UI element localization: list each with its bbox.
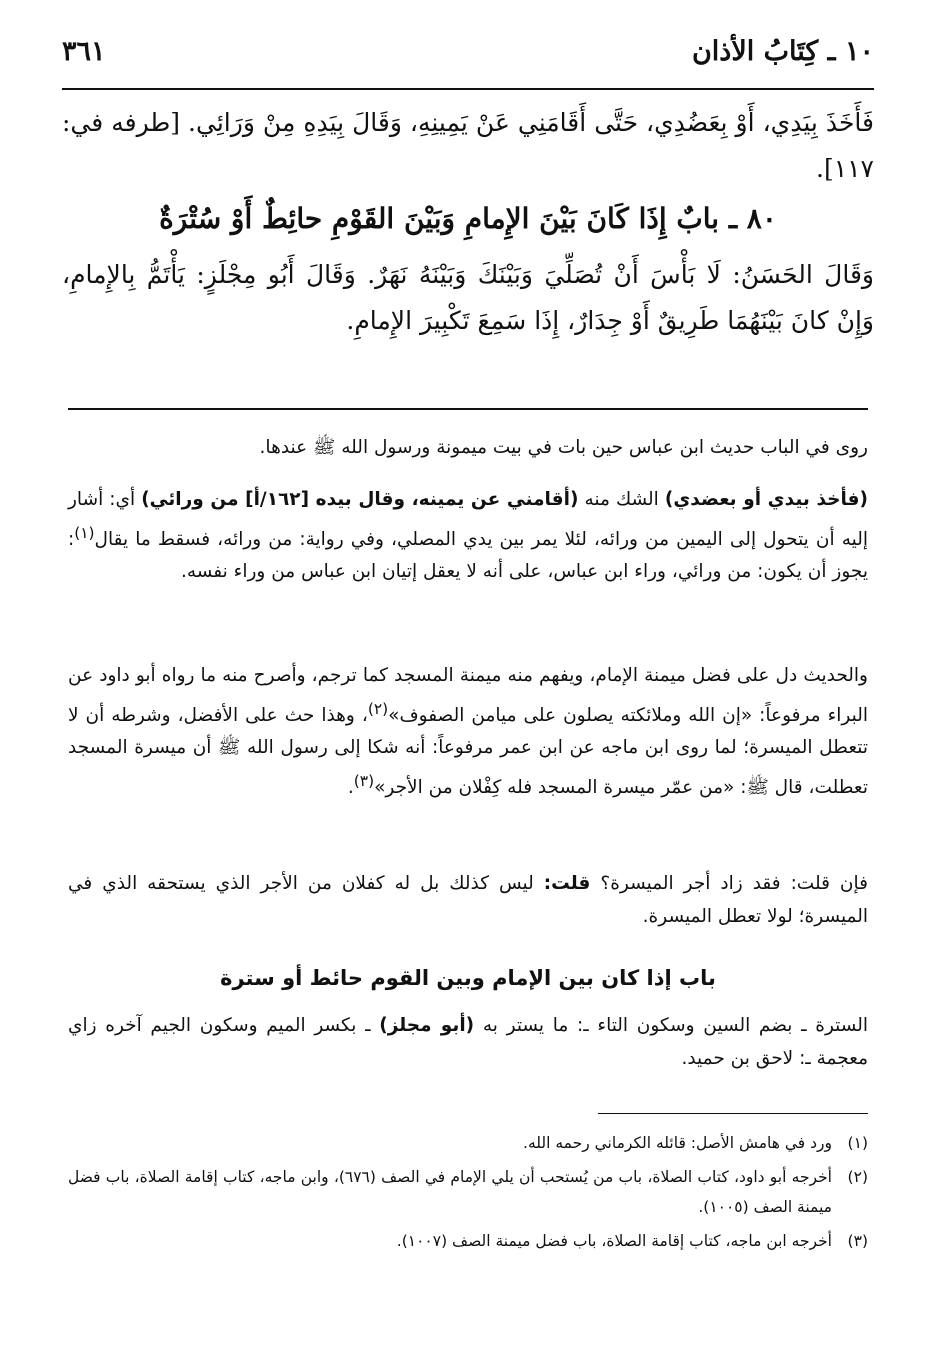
footnote-ref: (١) <box>74 523 95 542</box>
footnote-item <box>68 1162 868 1222</box>
footnote-divider <box>598 1113 868 1114</box>
hadith-text-continued: فَأَخَذَ بِيَدِي، أَوْ بِعَضُدِي، حَتَّى أَقَامَنِي عَنْ يَمِينِهِ، وَقَالَ بِيَدِهِ مِنْ وَرَائِي. [طرفه في: ١١٧]. <box>62 108 874 183</box>
header-divider <box>62 88 874 90</box>
commentary-text: السترة ـ بضم السين وسكون التاء ـ: ما يستر به <box>474 1015 869 1036</box>
footnote-text: ورد في هامش الأصل: قائله الكرماني رحمه الله. <box>523 1134 832 1152</box>
commentary-paragraph-4 <box>68 868 868 933</box>
commentary-text: الشك منه <box>578 489 665 510</box>
footnote-item <box>68 1128 868 1158</box>
commentary-paragraph-2 <box>68 484 868 589</box>
commentary-text: ، وهذا حث على الأفضل، وشرطه أن لا تتعطل الميسرة؛ لما روى ابن ماجه عن ابن عمر مرفوعاً: أنه شكا إلى رسول الله ﷺ أن ميسرة المسجد تعطلت، قال ﷺ: «من عمّر ميسرة المسجد فله كِفْلان من الأجر» <box>68 704 868 798</box>
page-number: ٣٦١ <box>62 36 106 67</box>
running-header <box>62 30 874 82</box>
commentary-text: فإن قلت: فقد زاد أجر الميسرة؟ <box>590 873 868 894</box>
footnote-number: (٢) <box>847 1168 868 1186</box>
book-chapter-title: ١٠ ـ كِتَابُ الأذان <box>691 36 874 67</box>
commentary-text: ليس كذلك بل له كفلان من الأجر الذي يستحقه الذي في الميسرة؛ لولا تعطل الميسرة. <box>68 873 868 927</box>
chapter-hadith-text: وَقَالَ الحَسَنُ: لَا بَأْسَ أَنْ تُصَلِّيَ وَبَيْنَكَ وَبَيْنَهُ نَهَرٌ. وَقَالَ أَبُو مِجْلَزٍ: يَأْتَمُّ بِالإِمامِ، وَإِنْ كانَ بَيْنَهُمَا طَرِيقٌ أَوْ جِدَارٌ، إِذَا سَمِعَ تَكْبِيرَ الإِمامِ. <box>62 260 874 335</box>
footnotes <box>68 1128 868 1260</box>
commentary-text: : يجوز أن يكون: من ورائي، وراء ابن عباس، على أنه لا يعقل إتيان ابن عباس من وراء نفسه. <box>68 528 868 583</box>
qult-marker: قلت: <box>543 873 591 894</box>
commentary-text: أي: أشار إليه أن يتحول إلى اليمين من ورائه، لئلا يمر بين يدي المصلي، وفي رواية: من ورائه، فسقط ما يقال <box>68 489 868 550</box>
quoted-phrase: (أقامني عن يمينه، وقال بيده [١٦٢/أ] من ورائي) <box>141 489 579 510</box>
footnote-item <box>68 1226 868 1256</box>
commentary-divider <box>68 408 868 410</box>
commentary-paragraph-3 <box>68 660 868 804</box>
footnote-number: (٣) <box>847 1232 868 1250</box>
footnote-ref: (٣) <box>353 771 375 790</box>
commentary-text: والحديث دل على فضل ميمنة الإمام، ويفهم منه ميمنة المسجد كما ترجم، وأصرح منه ما رواه أبو داود عن البراء مرفوعاً: «إن الله وملائكته يصلون على ميامن الصفوف» <box>68 665 868 726</box>
footnote-text: أخرجه أبو داود، كتاب الصلاة، باب من يُستحب أن يلي الإمام في الصف (٦٧٦)، وابن ماجه، كتاب إقامة الصلاة، باب فضل ميمنة الصف (١٠٠٥). <box>68 1168 832 1216</box>
chapter-heading: ٨٠ ـ بابٌ إِذَا كَانَ بَيْنَ الإِمامِ وَبَيْنَ القَوْمِ حائِطٌ أَوْ سُتْرَةٌ <box>159 202 777 235</box>
footnote-number: (١) <box>847 1134 868 1152</box>
footnote-text: أخرجه ابن ماجه، كتاب إقامة الصلاة، باب فضل ميمنة الصف (١٠٠٧). <box>396 1232 832 1250</box>
footnote-ref: (٢) <box>367 699 389 718</box>
commentary-sub-heading: باب إذا كان بين الإمام وبين القوم حائط أو سترة <box>220 966 716 990</box>
commentary-paragraph-5 <box>68 1010 868 1075</box>
commentary-paragraph-1: روى في الباب حديث ابن عباس حين بات في بيت ميمونة ورسول الله ﷺ عندها. <box>259 437 868 458</box>
quoted-phrase: (أبو مجلز) <box>379 1015 475 1036</box>
quoted-phrase: (فأخذ بيدي أو بعضدي) <box>664 489 868 510</box>
commentary-text: ـ بكسر الميم وسكون الجيم آخره زاي معجمة ـ: لاحق بن حميد. <box>68 1015 868 1069</box>
commentary-text: . <box>347 776 354 798</box>
